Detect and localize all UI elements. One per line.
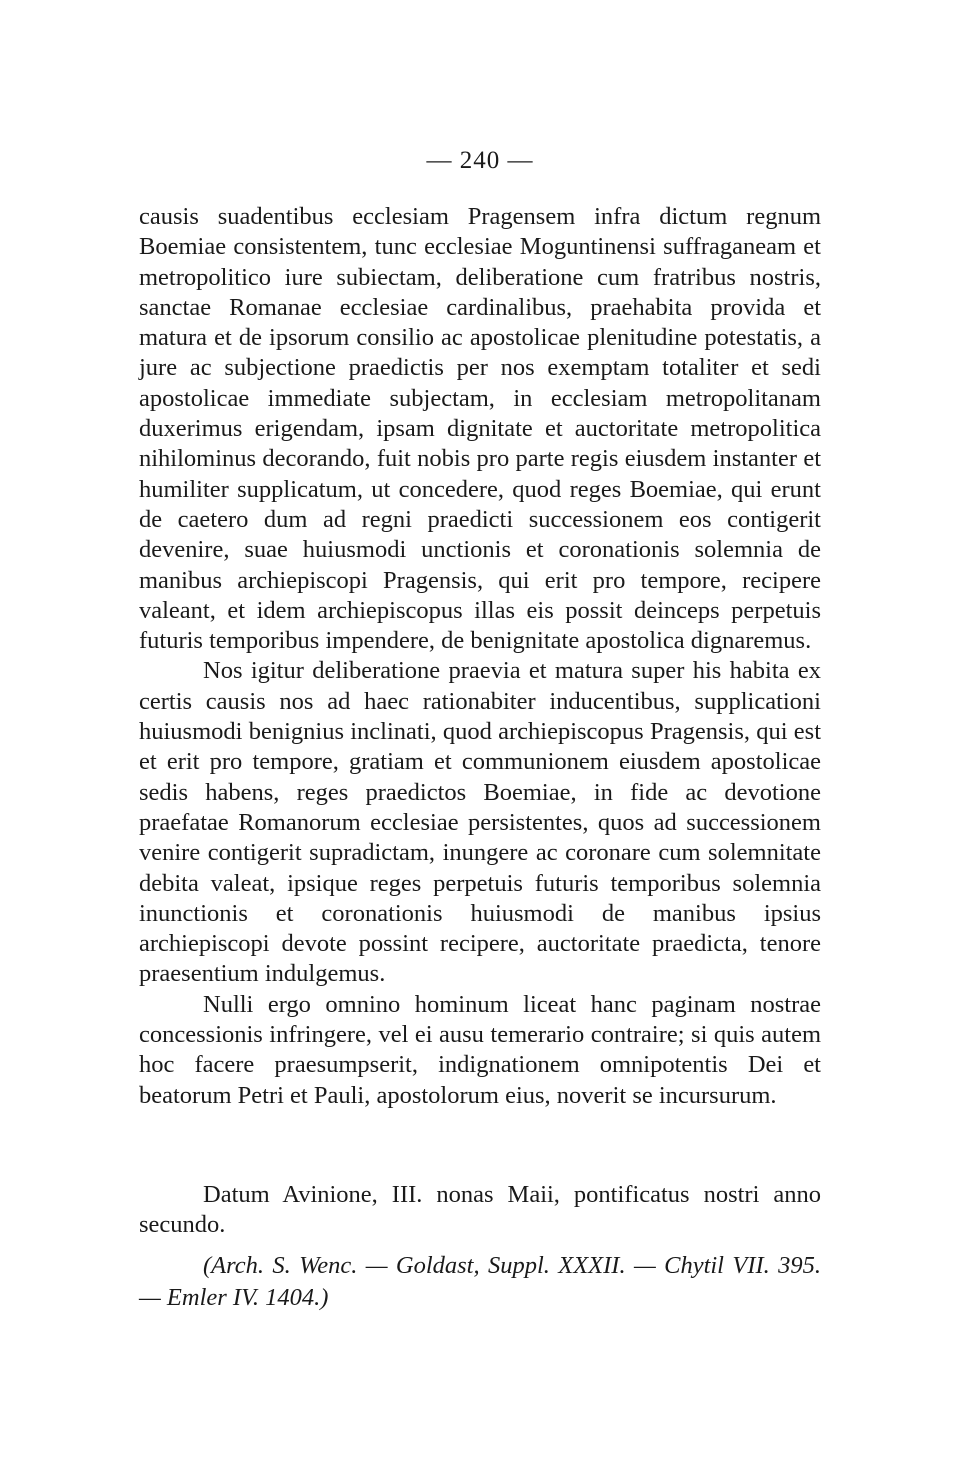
- paragraph-nos-igitur: Nos igitur deliberatione praevia et matura super his habita ex certis causis nos ad haec rationabiter inducentibus, supplicationi huiusmodi benignius inclinati, quod archiepiscopus Pragensis, qui est et erit pro tempore, gratiam et communionem eiusdem apostolicae sedis habens, reges praedictos Boemiae, in fide ac devotione praefatae Romanorum ecclesiae persistentes, quos ad successionem venire contigerit supradictam, inungere ac coronare cum solemnitate debita valeat, ipsique reges perpetuis futuris temporibus solemnia inunctionis et coronationis huiusmodi de manibus ipsius archiepiscopi devote possint recipere, auctoritate praedicta, tenore praesentium indulgemus.: [139, 657, 821, 988]
- dating-clause: Datum Avinione, III. nonas Maii, pontificatus nostri anno secundo.: [139, 1181, 821, 1239]
- body-text: [139, 202, 821, 1111]
- page-number: — 240 —: [426, 147, 534, 174]
- paragraph-nulli-ergo: Nulli ergo omnino hominum liceat hanc paginam nostrae concessionis infringere, vel ei ausu temerario contraire; si quis autem hoc facere praesumpserit, indignationem omnipotentis Dei et beatorum Petri et Pauli, apostolorum eius, noverit se incursurum.: [139, 990, 821, 1109]
- paragraph-continuation: causis suadentibus ecclesiam Pragensem infra dictum regnum Boemiae consistentem, tunc ecclesiae Moguntinensi suffraganeam et metropolitico iure subiectam, deliberatione cum fratribus nostris, sanctae Romanae ecclesiae cardinalibus, praehabita provida et matura et de ipsorum consilio ac apostolicae plenitudine potestatis, a jure ac subjectione praedictis per nos exemptam totaliter et sedi apostolicae immediate subjectam, in ecclesiam metropolitanam duxerimus erigendam, ipsam dignitate et auctoritate metropolitica nihilominus decorando, fuit nobis pro parte regis eiusdem instanter et humiliter supplicatum, ut concedere, quod reges Boemiae, qui erunt de caetero dum ad regni praedicti successionem eos contigerit devenire, suae huiusmodi unctionis et coronationis solemnia de manibus archiepiscopi Pragensis, qui erit pro tempore, recipere valeant, et idem archiepiscopus illas eis possit deinceps perpetuis futuris temporibus impendere, de benignitate apostolica dignaremus.: [139, 203, 821, 655]
- source-citation: (Arch. S. Wenc. — Goldast, Suppl. XXXII. — Chytil VII. 395. — Emler IV. 1404.): [139, 1252, 821, 1311]
